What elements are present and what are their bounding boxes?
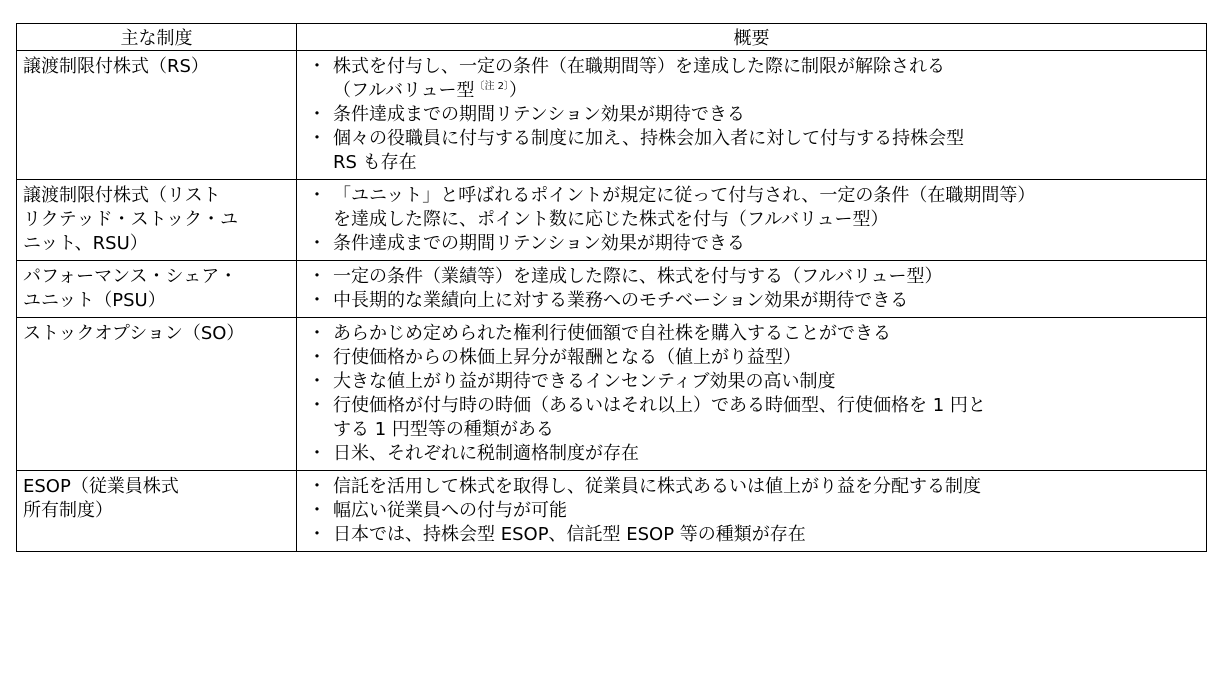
table-row [17, 180, 1207, 261]
overview-item [305, 346, 1200, 370]
overview-text: 幅広い従業員への付与が可能 [333, 500, 567, 521]
overview-text-continued [333, 151, 1200, 175]
continued-text: RS も存在 [333, 152, 417, 173]
overview-item [305, 55, 1200, 103]
system-name: 譲渡制限付株式（RS） [17, 51, 297, 180]
bullet-mark: ・ [308, 395, 326, 416]
overview-text: 信託を活用して株式を取得し、従業員に株式あるいは値上がり益を分配する制度 [333, 476, 981, 497]
overview-text: 日米、それぞれに税制適格制度が存在 [333, 443, 639, 464]
closing-paren: ） [509, 80, 528, 101]
system-name: ESOP（従業員株式 所有制度） [17, 471, 297, 552]
table-row [17, 51, 1207, 180]
overview-item [305, 523, 1200, 547]
system-name: パフォーマンス・シェア・ ユニット（PSU） [17, 261, 297, 318]
overview-item [305, 442, 1200, 466]
bullet-mark: ・ [308, 233, 326, 254]
overview-item [305, 370, 1200, 394]
overview-item [305, 394, 1200, 442]
bullet-mark: ・ [308, 185, 326, 206]
overview-item [305, 103, 1200, 127]
overview-text: 条件達成までの期間リテンション効果が期待できる [333, 104, 745, 125]
header-row [17, 24, 1207, 51]
table-row [17, 471, 1207, 552]
continued-text: する 1 円型等の種類がある [333, 419, 554, 440]
header-overview: 概要 [297, 24, 1207, 51]
footnote-reference: 〔注 2〕 [474, 81, 510, 92]
continued-text: を達成した際に、ポイント数に応じた株式を付与（フルバリュー型） [333, 209, 889, 230]
overview-item [305, 322, 1200, 346]
overview-list [305, 184, 1200, 256]
overview-text: 株式を付与し、一定の条件（在職期間等）を達成した際に制限が解除される [333, 56, 945, 77]
system-overview [297, 471, 1207, 552]
system-overview [297, 318, 1207, 471]
overview-text: 行使価格からの株価上昇分が報酬となる（値上がり益型） [333, 347, 801, 368]
overview-list [305, 322, 1200, 466]
bullet-mark: ・ [308, 347, 326, 368]
bullet-mark: ・ [308, 476, 326, 497]
bullet-mark: ・ [308, 128, 326, 149]
overview-item [305, 127, 1200, 175]
overview-text-continued [333, 79, 1200, 103]
system-name: 譲渡制限付株式（リスト リクテッド・ストック・ユ ニット、RSU） [17, 180, 297, 261]
bullet-mark: ・ [308, 500, 326, 521]
bullet-mark: ・ [308, 104, 326, 125]
bullet-mark: ・ [308, 443, 326, 464]
overview-list [305, 55, 1200, 175]
bullet-mark: ・ [308, 290, 326, 311]
overview-item [305, 499, 1200, 523]
overview-item [305, 475, 1200, 499]
overview-item [305, 289, 1200, 313]
overview-text: 行使価格が付与時の時価（あるいはそれ以上）である時価型、行使価格を 1 円と [333, 395, 986, 416]
overview-text: 大きな値上がり益が期待できるインセンティブ効果の高い制度 [333, 371, 836, 392]
bullet-mark: ・ [308, 56, 326, 77]
overview-item [305, 184, 1200, 232]
overview-text: 条件達成までの期間リテンション効果が期待できる [333, 233, 745, 254]
table-row [17, 261, 1207, 318]
overview-item [305, 265, 1200, 289]
system-name: ストックオプション（SO） [17, 318, 297, 471]
bullet-mark: ・ [308, 371, 326, 392]
system-overview [297, 261, 1207, 318]
continued-text: （フルバリュー型 [333, 80, 475, 101]
overview-list [305, 265, 1200, 313]
overview-text: 日本では、持株会型 ESOP、信託型 ESOP 等の種類が存在 [333, 524, 806, 545]
bullet-mark: ・ [308, 524, 326, 545]
bullet-mark: ・ [308, 266, 326, 287]
system-overview [297, 51, 1207, 180]
overview-text-continued [333, 208, 1200, 232]
header-main-system: 主な制度 [17, 24, 297, 51]
table-row [17, 318, 1207, 471]
system-overview [297, 180, 1207, 261]
overview-text: あらかじめ定められた権利行使価額で自社株を購入することができる [333, 323, 891, 344]
overview-item [305, 232, 1200, 256]
overview-list [305, 475, 1200, 547]
overview-text: 中長期的な業績向上に対する業務へのモチベーション効果が期待できる [333, 290, 909, 311]
overview-text-continued [333, 418, 1200, 442]
table-body [17, 51, 1207, 552]
compensation-systems-table [16, 23, 1207, 552]
overview-text: 一定の条件（業績等）を達成した際に、株式を付与する（フルバリュー型） [333, 266, 943, 287]
bullet-mark: ・ [308, 323, 326, 344]
overview-text: 個々の役職員に付与する制度に加え、持株会加入者に対して付与する持株会型 [333, 128, 965, 149]
overview-text: 「ユニット」と呼ばれるポイントが規定に従って付与され、一定の条件（在職期間等） [333, 185, 1036, 206]
